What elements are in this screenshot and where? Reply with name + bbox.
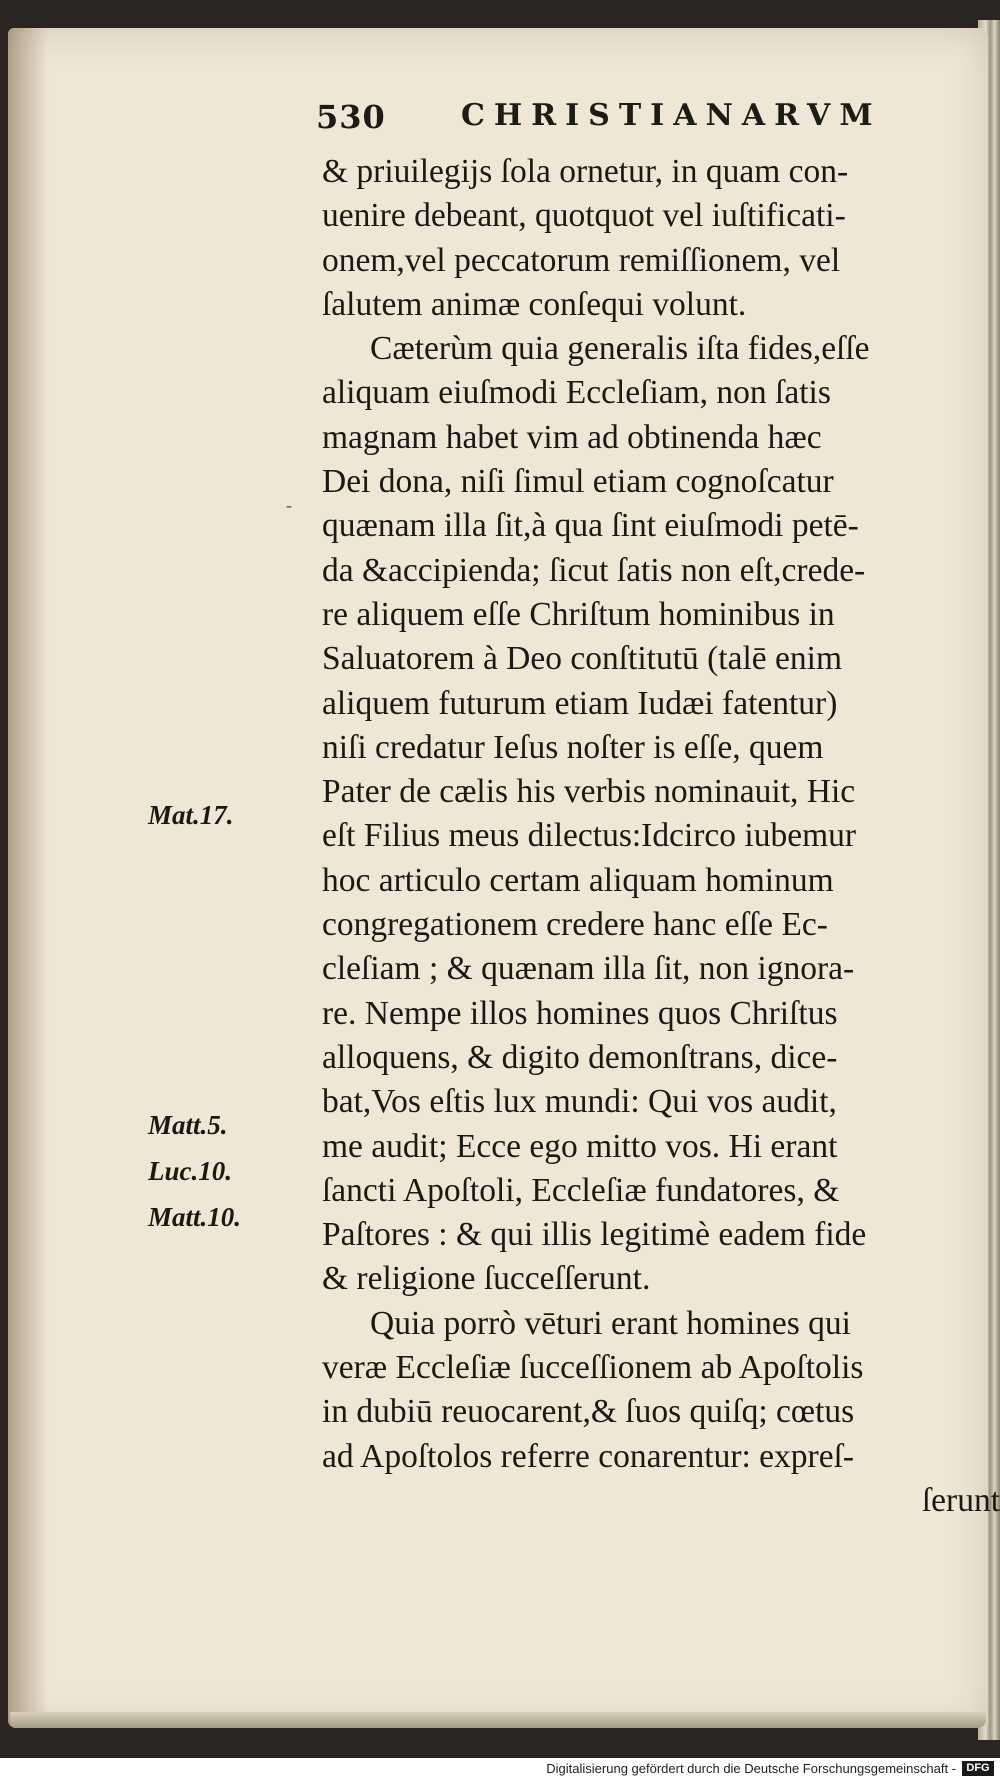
text-line: ſalutem animæ conſequi volunt. xyxy=(322,285,747,323)
text-line: Saluatorem à Deo conſtitutū (talē enim xyxy=(322,640,843,678)
text-line: da &accipienda; ſicut ſatis non eſt,crede- xyxy=(322,551,866,589)
text-line: me audit; Ecce ego mitto vos. Hi erant xyxy=(322,1127,838,1165)
text-line: re aliquem eſſe Chriſtum hominibus in xyxy=(322,595,835,633)
text-line: re. Nempe illos homines quos Chriſtus xyxy=(322,994,838,1032)
catchword: ſerunt xyxy=(921,1481,1000,1519)
text-line: niſi credatur Ieſus noſter is eſſe, quem xyxy=(322,728,824,766)
text-line: & religione ſucceſſerunt. xyxy=(322,1260,651,1298)
text-line: onem,vel peccatorum remiſſionem, vel xyxy=(322,241,841,279)
text-line: hoc articulo certam aliquam hominum xyxy=(322,861,834,899)
margin-reference: Luc.10. xyxy=(148,1156,232,1186)
text-line: ſancti Apoſtoli, Eccleſiæ fundatores, & xyxy=(322,1171,840,1209)
text-line: eſt Filius meus dilectus:Idcirco iubemur xyxy=(322,817,857,855)
page-bottom-edge xyxy=(10,1712,986,1728)
text-line: cleſiam ; & quænam illa ſit, non ignora- xyxy=(322,950,855,988)
spine-shadow xyxy=(8,28,48,1728)
text-line: uenire debeant, quotquot vel iuſtificati- xyxy=(322,197,846,235)
text-line: magnam habet vim ad obtinenda hæc xyxy=(322,418,822,456)
margin-reference: Matt.5. xyxy=(148,1110,228,1140)
text-line: aliquem futurum etiam Iudæi fatentur) xyxy=(322,684,838,722)
text-line: alloquens, & digito demonſtrans, dice- xyxy=(322,1038,838,1076)
text-line: Pater de cælis his verbis nominauit, Hic xyxy=(322,773,856,811)
text-line: Dei dona, niſi ſimul etiam cognoſcatur xyxy=(322,463,834,501)
running-title: CHRISTIANARVM xyxy=(461,98,882,133)
text-line: in dubiū reuocarent,& ſuos quiſq; cœtus xyxy=(322,1393,855,1431)
margin-reference: Matt.10. xyxy=(148,1202,242,1232)
running-head xyxy=(316,92,882,142)
text-line: veræ Eccleſiæ ſucceſſionem ab Apoſtolis xyxy=(322,1349,864,1387)
funding-credit: Digitalisierung gefördert durch die Deutsche Forschungsgemeinschaft - xyxy=(546,1761,956,1776)
text-line: & priuilegijs ſola ornetur, in quam con- xyxy=(322,153,849,190)
text-line: congregationem credere hanc eſſe Ec- xyxy=(322,906,828,944)
stray-mark: - xyxy=(286,495,292,515)
text-line: aliquam eiuſmodi Eccleſiam, non ſatis xyxy=(322,374,831,412)
text-line: Quia porrò vēturi erant homines qui xyxy=(370,1304,851,1342)
page-number: 530 xyxy=(316,98,386,136)
footer-bar xyxy=(0,1758,1000,1780)
text-line: ad Apoſtolos referre conarentur: expreſ- xyxy=(322,1437,855,1475)
text-line: quænam illa ſit,à qua ſint eiuſmodi petē- xyxy=(322,507,859,545)
text-line: bat,Vos eſtis lux mundi: Qui vos audit, xyxy=(322,1083,837,1121)
text-line: Paſtores : & qui illis legitimè eadem fide xyxy=(322,1216,867,1254)
margin-reference: Mat.17. xyxy=(148,800,234,830)
body-text xyxy=(322,150,1000,1523)
text-line: Cæterùm quia generalis iſta fides,eſſe xyxy=(370,330,870,368)
dfg-logo: DFG xyxy=(962,1761,994,1776)
